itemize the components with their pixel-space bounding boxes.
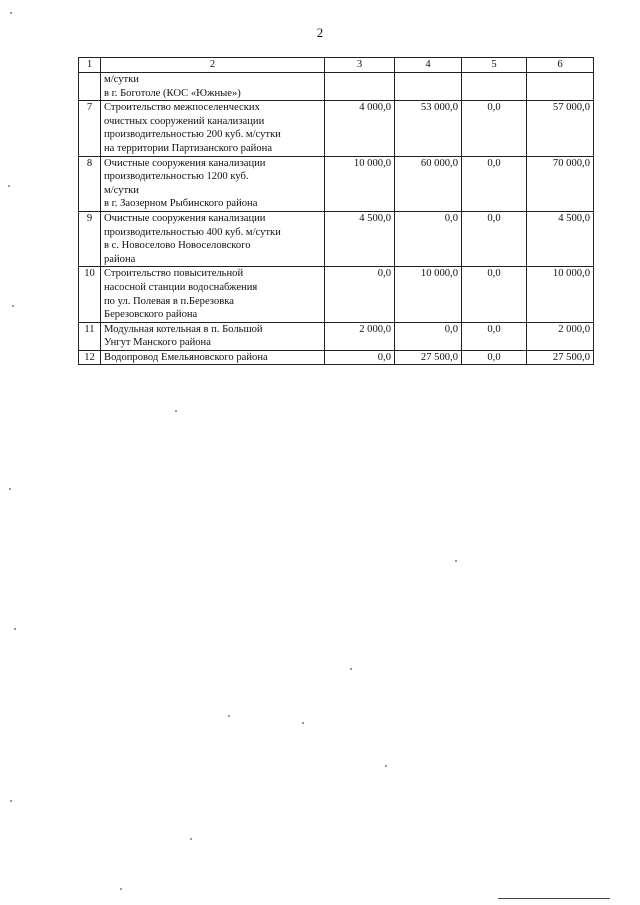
row-number: 9 (79, 211, 101, 266)
cell-col-5 (462, 73, 527, 101)
header-row (79, 58, 594, 73)
cell-col-5: 0,0 (462, 156, 527, 211)
cell-col-6: 57 000,0 (527, 101, 594, 156)
table-row (79, 322, 594, 350)
description-line: Березовского района (104, 309, 198, 321)
cell-col-6: 2 000,0 (527, 322, 594, 350)
cell-col-5: 0,0 (462, 322, 527, 350)
row-description (101, 73, 325, 101)
description-line: в г. Боготоле (КОС «Южные») (104, 87, 241, 99)
row-description (101, 267, 325, 322)
cell-col-5: 0,0 (462, 267, 527, 322)
description-line: Унгут Манского района (104, 337, 211, 349)
table-header (79, 58, 594, 73)
row-number: 12 (79, 350, 101, 365)
scan-speck (9, 488, 11, 490)
cell-col-4: 0,0 (395, 211, 462, 266)
description-line: района (104, 253, 136, 265)
description-line: Очистные сооружения канализации (104, 157, 266, 169)
table-row (79, 156, 594, 211)
scan-speck (350, 668, 352, 670)
description-line: производительностью 200 куб. м/сутки (104, 129, 281, 141)
scan-speck (228, 715, 230, 717)
description-line: производительностью 400 куб. м/сутки (104, 226, 281, 238)
table-body (79, 73, 594, 365)
cell-col-3: 4 500,0 (325, 211, 395, 266)
table-row (79, 101, 594, 156)
cell-col-3: 10 000,0 (325, 156, 395, 211)
scan-speck (302, 722, 304, 724)
budget-table (78, 57, 594, 365)
row-number (79, 73, 101, 101)
scan-speck (10, 800, 12, 802)
cell-col-5: 0,0 (462, 211, 527, 266)
cell-col-4 (395, 73, 462, 101)
description-line: Модульная котельная в п. Большой (104, 323, 263, 335)
row-description (101, 211, 325, 266)
cell-col-6: 70 000,0 (527, 156, 594, 211)
description-line: на территории Партизанского района (104, 142, 273, 154)
description-line: м/сутки (104, 184, 139, 196)
description-line: в г. Заозерном Рыбинского района (104, 198, 258, 210)
column-header-1: 1 (79, 58, 101, 73)
cell-col-3: 4 000,0 (325, 101, 395, 156)
description-line: по ул. Полевая в п.Березовка (104, 295, 234, 307)
description-line: в с. Новоселово Новоселовского (104, 240, 251, 252)
row-number: 8 (79, 156, 101, 211)
table-row (79, 267, 594, 322)
row-description (101, 350, 325, 365)
description-line: Очистные сооружения канализации (104, 212, 266, 224)
row-description (101, 101, 325, 156)
scan-speck (385, 765, 387, 767)
cell-col-5: 0,0 (462, 101, 527, 156)
column-header-5: 5 (462, 58, 527, 73)
cell-col-6: 27 500,0 (527, 350, 594, 365)
column-header-6: 6 (527, 58, 594, 73)
table-row (79, 73, 594, 101)
column-header-4: 4 (395, 58, 462, 73)
cell-col-6: 10 000,0 (527, 267, 594, 322)
row-description (101, 322, 325, 350)
row-number: 10 (79, 267, 101, 322)
table-row (79, 211, 594, 266)
cell-col-3: 0,0 (325, 267, 395, 322)
scan-speck (455, 560, 457, 562)
cell-col-3: 0,0 (325, 350, 395, 365)
scan-speck (190, 838, 192, 840)
row-number: 11 (79, 322, 101, 350)
scan-speck (120, 888, 122, 890)
cell-col-3: 2 000,0 (325, 322, 395, 350)
page-number: 2 (316, 25, 324, 40)
description-line: очистных сооружений канализации (104, 115, 265, 127)
cell-col-5: 0,0 (462, 350, 527, 365)
description-line: Строительство повысительной (104, 268, 244, 280)
scan-speck (10, 12, 12, 14)
cell-col-6: 4 500,0 (527, 211, 594, 266)
table-row (79, 350, 594, 365)
cell-col-4: 27 500,0 (395, 350, 462, 365)
scan-speck (12, 305, 14, 307)
scan-speck (175, 410, 177, 412)
description-line: Водопровод Емельяновского района (104, 351, 268, 363)
row-description (101, 156, 325, 211)
cell-col-4: 10 000,0 (395, 267, 462, 322)
scan-speck (14, 628, 16, 630)
description-line: м/сутки (104, 74, 139, 85)
cell-col-6 (527, 73, 594, 101)
scan-edge-line (498, 898, 610, 899)
description-line: Строительство межпоселенческих (104, 102, 260, 114)
cell-col-4: 60 000,0 (395, 156, 462, 211)
column-header-2: 2 (101, 58, 325, 73)
cell-col-4: 0,0 (395, 322, 462, 350)
row-number: 7 (79, 101, 101, 156)
description-line: насосной станции водоснабжения (104, 281, 258, 293)
cell-col-3 (325, 73, 395, 101)
scan-speck (8, 185, 10, 187)
cell-col-4: 53 000,0 (395, 101, 462, 156)
column-header-3: 3 (325, 58, 395, 73)
description-line: производительностью 1200 куб. (104, 171, 249, 183)
